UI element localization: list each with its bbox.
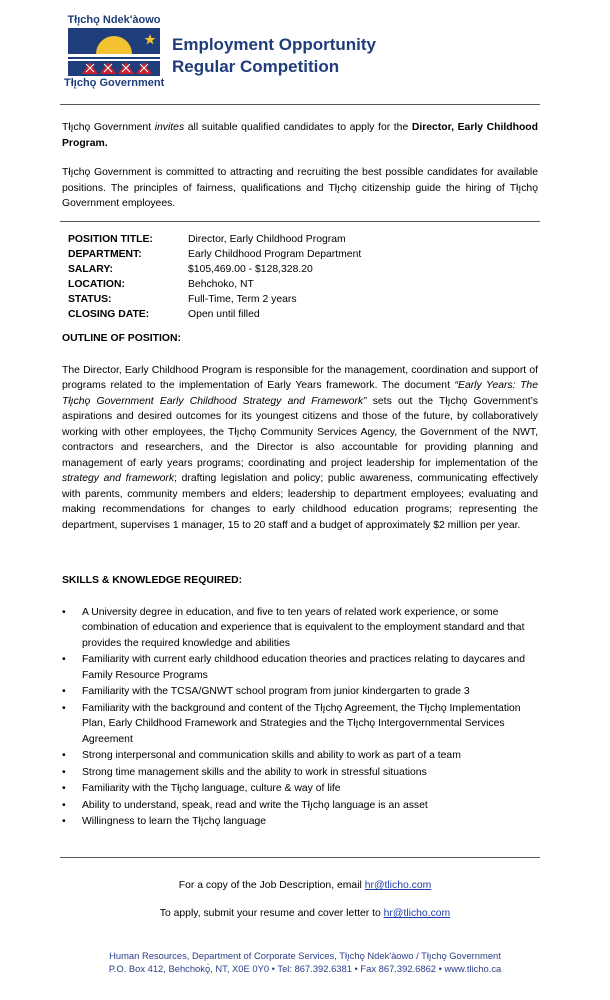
intro-text: Tłı̨chǫ Government [62,122,155,133]
intro-position-name: Director, Early Childhood Program. [62,122,538,149]
list-item-text: Ability to understand, speak, read and write the Tłı̨chǫ language is an asset [82,799,428,811]
details-value: Director, Early Childhood Program [188,234,346,245]
job-description-line [0,880,610,891]
skills-section [62,573,538,831]
outline-section [62,331,538,533]
bullet-icon: • [62,816,66,827]
intro-paragraph-2: Tłı̨chǫ Government is committed to attracting and recruiting the best possible candidates for available positions. The principles of fairness, qualifications and Tłı̨chǫ citizenship guide the hiring of Tłı̨chǫ Government employees. [62,167,538,209]
list-item-text: Familiarity with current early childhood education theories and practices relating to daycares and Family Resource Programs [82,654,525,681]
list-item [62,798,538,814]
bullet-icon: • [62,702,66,714]
details-row [62,232,361,247]
outline-text: ; drafting legislation and policy; public awareness, communicating effectively with parents, community members and elders; leadership to department employees; evaluating and making recommendations for changes to early childhood education programs; representing the department, supervises 1 manager, 15 to 20 staff and a budget of approximately $2 million per year. [62,473,538,531]
email-link[interactable]: hr@tlicho.com [383,908,451,919]
apply-text: To apply, submit your resume and cover letter to [159,908,384,919]
title-line-2: Regular Competition [172,57,340,76]
list-item [62,781,538,797]
page-title [172,34,376,78]
details-label: DEPARTMENT: [68,249,142,260]
details-value: $105,469.00 - $128,328.20 [188,264,313,275]
details-label: POSITION TITLE: [68,234,153,245]
email-link[interactable]: hr@tlicho.com [364,880,432,891]
list-item-text: Familiarity with the background and content of the Tłı̨chǫ Agreement, the Tłı̨chǫ Implementation Plan, Early Childhood Framework and Strategies and the Tłı̨chǫ Intergovernmental Services Agreement [82,702,521,745]
list-item [62,605,538,652]
outline-document-title: “Early Years: The Tłı̨chǫ Government Early Childhood Strategy and Framework” [62,380,538,407]
details-label: SALARY: [68,264,114,275]
page-header [60,14,550,94]
position-details [62,232,538,322]
list-item [62,814,538,830]
details-label: LOCATION: [68,279,125,290]
intro-text: all suitable qualified candidates to apply for the [184,122,412,133]
divider [60,857,540,858]
outline-text-italic: strategy and framework [62,473,175,484]
apply-line [0,908,610,919]
details-label: STATUS: [68,294,112,305]
details-row [62,277,361,292]
page-footer [0,949,610,975]
intro-text-italic: invites [154,122,185,133]
list-item-text: Strong interpersonal and communication skills and ability to work as part of a team [82,750,461,761]
footer-line-1: Human Resources, Department of Corporate Services, Tłı̨chǫ Ndek'àowo / Tłı̨chǫ Government [109,950,501,961]
job-description-text: For a copy of the Job Description, email [178,880,365,891]
bullet-icon: • [62,799,66,811]
list-item [62,765,538,781]
list-item [62,701,538,748]
details-row [62,262,361,277]
bullet-icon: • [62,606,66,618]
outline-text: The Director, Early Childhood Program is responsible for the management, coordination and support of programs related to the implementation of Early Years framework. The document [62,364,538,391]
bullet-icon: • [62,750,66,761]
outline-heading: OUTLINE OF POSITION: [62,333,181,344]
bullet-icon: • [62,654,66,665]
details-value: Behchoko, NT [188,279,254,290]
details-value: Open until filled [188,309,260,320]
details-label: CLOSING DATE: [68,309,150,320]
details-value: Full-Time, Term 2 years [188,294,297,305]
list-item-text: Strong time management skills and the ability to work in stressful situations [82,766,427,778]
bullet-icon: • [62,783,66,794]
details-row [62,247,361,262]
bullet-icon: • [62,686,66,697]
divider [60,221,540,222]
list-item-text: Familiarity with the Tłı̨chǫ language, culture & way of life [82,783,341,794]
list-item [62,748,538,764]
skills-list [62,605,538,830]
divider [60,104,540,105]
skills-heading: SKILLS & KNOWLEDGE REQUIRED: [62,575,243,586]
details-row [62,307,361,322]
outline-paragraph [62,363,538,534]
list-item [62,652,538,683]
bullet-icon: • [62,766,66,778]
intro-paragraph-1 [62,120,538,151]
footer-line-2: P.O. Box 412, Behchokǫ̀, NT, X0E 0Y0 • Tel: 867.392.6381 • Fax 867.392.6862 • www.tlicho.ca [108,963,502,974]
logo-bottom-text: Tłı̨chǫ Government [64,77,165,89]
details-table [62,232,361,322]
intro-section [62,120,538,212]
list-item-text: Willingness to learn the Tłı̨chǫ language [82,816,267,827]
outline-text: sets out the Tłı̨chǫ Government’s aspirations and desired outcomes for its youngest citizens and those of the future, by collaboratively working with other employees, the Tłı̨chǫ Community Services Agency, the Government of the NWT, contractors and researchers, and the Director is also accountable for providing planning and management of early years programs; coordinating and project leadership for implementation of the [62,395,538,469]
logo-emblem-icon [68,28,160,76]
logo-top-text: Tłı̨chǫ Ndek'àowo [67,14,161,26]
tlicho-logo [64,14,164,89]
title-line-1: Employment Opportunity [172,35,376,54]
list-item-text: A University degree in education, and five to ten years of related work experience, or some combination of education and experience that is equivalent to the employment standard and that provides the required knowledge and abilities [82,606,525,649]
details-value: Early Childhood Program Department [188,249,362,260]
list-item-text: Familiarity with the TCSA/GNWT school program from junior kindergarten to grade 3 [82,686,470,697]
list-item [62,684,538,700]
details-row [62,292,361,307]
